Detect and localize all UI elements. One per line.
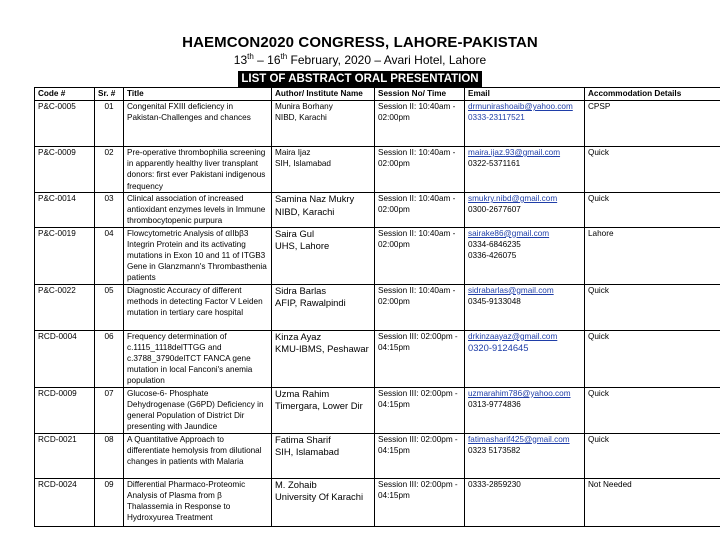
cell-accommodation: Quick (585, 387, 720, 433)
phone-number: 0333-23117521 (468, 113, 525, 123)
cell-code: P&C-0014 (35, 193, 95, 228)
cell-email (465, 227, 585, 284)
email-link[interactable]: sidrabarlas@gmail.com (468, 285, 554, 295)
cell-code: RCD-0009 (35, 387, 95, 433)
header-author: Author/ Institute Name (272, 88, 375, 101)
cell-accommodation: Quick (585, 330, 720, 387)
cell-email (465, 284, 585, 330)
date-end: 16 (267, 53, 281, 67)
cell-sr: 04 (95, 227, 124, 284)
date-venue: February, 2020 – Avari Hotel, Lahore (287, 53, 487, 67)
cell-email (465, 193, 585, 228)
page-title: HAEMCON2020 CONGRESS, LAHORE-PAKISTAN (182, 34, 538, 51)
header-email: Email (465, 88, 585, 101)
cell-sr: 09 (95, 478, 124, 526)
email-link[interactable]: drmunirashoaib@yahoo.com (468, 102, 573, 111)
phone-number: 0334-6846235 (468, 239, 521, 249)
cell-session: Session III: 02:00pm - 04:15pm (375, 387, 465, 433)
institute-name: University Of Karachi (275, 491, 364, 503)
phone-number: 0320-9124645 (468, 341, 529, 353)
institute-name: AFIP, Rawalpindi (275, 297, 346, 309)
header-title: Title (124, 88, 272, 101)
cell-title: Flowcytometric Analysis of αIIbβ3 Integrin Protein and its activating mutations in Exon 10 and 11 of ITGB3 Gene in Glanzmann's Thrombasthenia patients (124, 227, 272, 284)
date-end-suffix: th (280, 52, 288, 61)
cell-author (272, 147, 375, 193)
author-name: Munira Borhany (275, 102, 333, 111)
date-dash: – (253, 53, 268, 67)
phone-number: 0313-9774836 (468, 399, 521, 409)
header-sr: Sr. # (95, 88, 124, 101)
cell-session: Session II: 10:40am - 02:00pm (375, 147, 465, 193)
author-name: Samina Naz Mukry (275, 193, 355, 204)
cell-title: Diagnostic Accuracy of different methods in detecting Factor V Leiden mutation in tertiary care hospital (124, 284, 272, 330)
abstract-table (34, 87, 720, 527)
cell-session: Session II: 10:40am - 02:00pm (375, 101, 465, 147)
cell-email (465, 101, 585, 147)
email-link[interactable]: uzmarahim786@yahoo.com (468, 388, 571, 398)
cell-author (272, 284, 375, 330)
cell-title: Glucose-6- Phosphate Dehydrogenase (G6PD) Deficiency in general Population of District Dir presenting with Jaundice (124, 387, 272, 433)
event-date-venue (0, 52, 720, 67)
table-row (35, 227, 720, 284)
phone-number: 0300-2677607 (468, 205, 521, 215)
institute-name: NIBD, Karachi (275, 113, 327, 123)
author-name: Sidra Barlas (275, 284, 327, 296)
cell-accommodation: Quick (585, 284, 720, 330)
date-start: 13 (233, 53, 248, 67)
cell-title: Differential Pharmaco-Proteomic Analysis of Plasma from β Thalassemia in Response to Hydroxyurea Treatment (124, 478, 272, 526)
cell-code: P&C-0022 (35, 284, 95, 330)
phone-number: 0322-5371161 (468, 159, 521, 169)
cell-author (272, 227, 375, 284)
table-row (35, 330, 720, 387)
table-row (35, 387, 720, 433)
cell-title: Congenital FXIII deficiency in Pakistan-Challenges and chances (124, 101, 272, 147)
table-row (35, 147, 720, 193)
cell-email (465, 147, 585, 193)
institute-name: UHS, Lahore (275, 240, 330, 252)
cell-author (272, 433, 375, 478)
cell-sr: 05 (95, 284, 124, 330)
header-code: Code # (35, 88, 95, 101)
cell-accommodation: Lahore (585, 227, 720, 284)
cell-email (465, 330, 585, 387)
cell-code: P&C-0005 (35, 101, 95, 147)
email-link[interactable]: maira.ijaz.93@gmail.com (468, 148, 561, 157)
cell-sr: 03 (95, 193, 124, 228)
institute-name: SIH, Islamabad (275, 446, 340, 458)
email-link[interactable]: smukry.nibd@gmail.com (468, 194, 558, 203)
cell-title: Pre-operative thrombophilia screening in apparently healthy liver transplant donors: first ever Pakistani indigenous frequency (124, 147, 272, 193)
table-row (35, 433, 720, 478)
cell-sr: 01 (95, 101, 124, 147)
cell-sr: 08 (95, 433, 124, 478)
cell-session: Session III: 02:00pm - 04:15pm (375, 433, 465, 478)
phone-number: 0345-9133048 (468, 296, 521, 306)
email-link[interactable]: sairake86@gmail.com (468, 228, 550, 238)
cell-author (272, 478, 375, 526)
cell-email (465, 433, 585, 478)
cell-email (465, 478, 585, 526)
institute-name: SIH, Islamabad (275, 159, 331, 169)
cell-sr: 07 (95, 387, 124, 433)
author-name: Uzma Rahim (275, 387, 330, 399)
table-row (35, 284, 720, 330)
phone-number-alt: 0336-426075 (468, 251, 517, 261)
cell-title: A Quantitative Approach to differentiate hemolysis from dilutional changes in patients with Malaria (124, 433, 272, 478)
author-name: M. Zohaib (275, 478, 317, 490)
table-header-row (35, 88, 720, 101)
cell-session: Session II: 10:40am - 02:00pm (375, 193, 465, 228)
list-banner: LIST OF ABSTRACT ORAL PRESENTATION (238, 71, 481, 87)
cell-sr: 02 (95, 147, 124, 193)
header-accommodation: Accommodation Details (585, 88, 720, 101)
cell-author (272, 101, 375, 147)
cell-code: P&C-0019 (35, 227, 95, 284)
author-name: Kinza Ayaz (275, 330, 322, 342)
author-name: Fatima Sharif (275, 433, 331, 445)
email-link[interactable]: drkinzaayaz@gmail.com (468, 331, 558, 341)
cell-accommodation: Not Needed (585, 478, 720, 526)
phone-number: 0323 5173582 (468, 445, 521, 455)
cell-accommodation: Quick (585, 147, 720, 193)
cell-session: Session III: 02:00pm - 04:15pm (375, 330, 465, 387)
cell-accommodation: Quick (585, 193, 720, 228)
institute-name: KMU-IBMS, Peshawar (275, 343, 369, 355)
date-start-suffix: th (247, 52, 254, 61)
table-row (35, 193, 720, 228)
cell-title: Clinical association of increased antioxidant enzymes levels in Immune thrombocytopenic purpura (124, 193, 272, 228)
institute-name: NIBD, Karachi (275, 205, 335, 217)
institute-name: Timergara, Lower Dir (275, 400, 363, 412)
email-link[interactable]: fatimasharif425@gmail.com (468, 434, 570, 444)
table-row (35, 478, 720, 526)
cell-code: RCD-0024 (35, 478, 95, 526)
cell-accommodation: Quick (585, 433, 720, 478)
table-row (35, 101, 720, 147)
cell-author (272, 330, 375, 387)
cell-email (465, 387, 585, 433)
cell-accommodation: CPSP (585, 101, 720, 147)
cell-title: Frequency determination of c.1115_1118delTTGG and c.3788_3790delTCT FANCA gene mutation in local Fanconi's anemia population (124, 330, 272, 387)
cell-author (272, 387, 375, 433)
author-name: Maira Ijaz (275, 148, 311, 157)
phone-number: 0333-2859230 (468, 479, 521, 489)
cell-session: Session III: 02:00pm - 04:15pm (375, 478, 465, 526)
header-session: Session No/ Time (375, 88, 465, 101)
cell-code: RCD-0004 (35, 330, 95, 387)
cell-session: Session II: 10:40am - 02:00pm (375, 227, 465, 284)
cell-code: P&C-0009 (35, 147, 95, 193)
cell-session: Session II: 10:40am - 02:00pm (375, 284, 465, 330)
author-name: Saira Gul (275, 227, 315, 239)
cell-author (272, 193, 375, 228)
cell-code: RCD-0021 (35, 433, 95, 478)
cell-sr: 06 (95, 330, 124, 387)
